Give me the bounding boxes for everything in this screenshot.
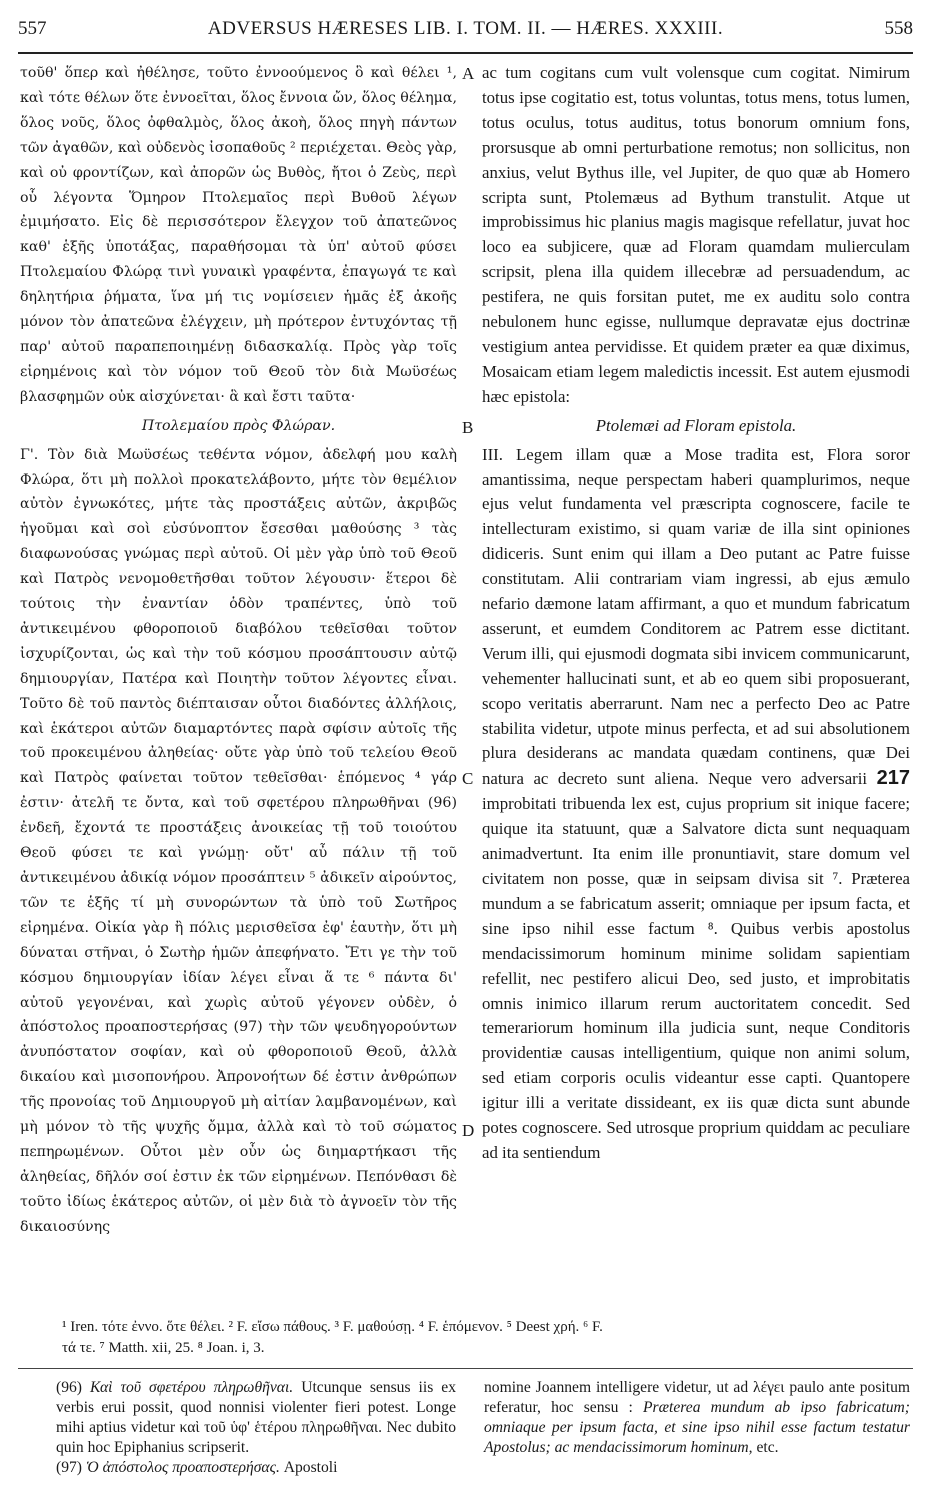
note-italic-text: Præterea mundum ab ipso fabricatum; omniaque per ipsum facta, et sine ipso nihil esse factum testatur Apostolus; ac mendacissimorum hominum, [484, 1399, 910, 1456]
note-text-end: etc. [756, 1439, 779, 1456]
latin-paragraph-2 [482, 443, 910, 1166]
note-ref: (97) [56, 1459, 82, 1476]
running-title: ADVERSUS HÆRESES LIB. I. TOM. II. — HÆRES. XXXIII. [207, 18, 724, 39]
greek-paragraph-2: Γ'. Τὸν διὰ Μωϋσέως τεθέντα νόμον, ἀδελφή μου καλὴ Φλώρα, ὅτι μὴ πολλοὶ προκατελάβοντο, μήτε τὸν θεμέλιον αὐτὸν ἐγνωκότες, μήτε τὰς προστάξεις αὐτῶν, ἀκριβῶς ἡγοῦμαι καὶ σοὶ εὐσύνοπτον ἔσεσθαι μαθούσης ³ τὰς διαφωνούσας γνώμας περὶ αὐτοῦ. Οἱ μὲν γὰρ ὑπὸ τοῦ Θεοῦ καὶ Πατρὸς νενομοθετῆσθαι τοῦτον λέγουσιν· ἕτεροι δὲ τούτοις τὴν ἐναντίαν ὁδὸν τραπέντες, ὑπὸ τοῦ ἀντικειμένου φθοροποιοῦ διαβόλου τεθεῖσθαι τοῦτον ἰσχυρίζονται, ὡς καὶ τὴν τοῦ κόσμου προσάπτουσιν αὐτῷ δημιουργίαν, Πατέρα καὶ Ποιητὴν τοῦτον λέγοντες εἶναι. Τοῦτο δὲ τοῦ παντὸς διέπταισαν οὗτοι διαδόντες ἀλλήλοις, καὶ ἑκάτεροι αὐτῶν διαμαρτόντες παρὰ σφίσιν αὐτοῖς τῆς τοῦ προκειμένου ἀληθείας· οὔτε γὰρ ὑπὸ τοῦ τελείου Θεοῦ καὶ Πατρὸς φαίνεται τοῦτον τεθεῖσθαι· ἑπόμενος ⁴ γάρ ἐστιν· ἀτελῆ τε ὄντα, καὶ τοῦ σφετέρου πληρωθῆναι (96) ἐνδεῆ, ἔχοντά τε προστάξεις ἀνοικείας τῇ τοῦ τοιούτου Θεοῦ φύσει τε καὶ γνώμῃ· οὔτ' αὖ πάλιν τῇ τοῦ ἀντικειμένου ἀδικίᾳ νόμον προσάπτειν ⁵ ἀδικεῖν αἱρούντος, τῶν τε ἑξῆς τί μὴ συνορώντων τὰ ὑπὸ τοῦ Σωτῆρος εἰρημένα. Οἰκία γὰρ ἢ πόλις μερισθεῖσα ἐφ' ἑαυτὴν, ὅτι μὴ δύναται στῆναι, ὁ Σωτὴρ ἡμῶν ἀπεφήνατο. Ἔτι γε τὴν τοῦ κόσμου δημιουργίαν ἰδίαν λέγει εἶναι ἅ τε ⁶ πάντα δι' αὐτοῦ γεγονέναι, καὶ χωρὶς αὐτοῦ γέγονεν οὐδὲν, ὁ ἀπόστολος προαποστερήσας (97) τὴν τῶν ψευδηγορούντων ἀνυπόστατον σοφίαν, καὶ οὐ φθοροποιοῦ Θεοῦ, ἀλλὰ δικαίου καὶ μισοπονήρου. Ἀπρονοήτων δέ ἐστιν ἀνθρώπων τῆς προνοίας τοῦ Δημιουργοῦ μὴ αἰτίαν λαμβανομένων, καὶ μὴ μόνον τὸ τῆς ψυχῆς ὄμμα, ἀλλὰ καὶ τὸ τοῦ σώματος πεπηρωμένων. Οὗτοι μὲν οὖν ὡς διημαρτήκασι τῆς ἀληθείας, δῆλόν σοί ἐστιν ἐκ τῶν εἰρημένων. Πεπόνθασι δὲ τοῦτο ἰδίως ἑκάτερος αὐτῶν, οἱ μὲν διὰ τὸ ἀγνοεῖν τὸν τῆς δικαιοσύνης [20, 446, 457, 1235]
header-rule [18, 52, 913, 54]
latin-paragraph-2a: III. Legem illam quæ a Mose tradita est, Flora soror amantissima, neque perspectam haberi quamplurimos, neque ejus velut fundamenta vel præscripta cognoscere, facile te intellecturam existimo, si quam variæ de illa sint opiniones didiceris. Sunt enim qui illam a Deo putant ac Patre fuisse constitutam. Alii contrariam viam ingressi, ab ejus æmulo nefario dæmone latam affirmant, a quo et mundum fabricatum asserunt, et eumdem Conditorem ac Patrem esse dictitant. Verum illi, qui ejusmodi dogmata sibi invicem communicarunt, vehementer hallucinati sunt, et ab eo quem sibi proposuerant, scopo veritatis aberrarunt. Nam nec a perfecto Deo ac Patre stabilita videtur, utpote minus perfecta, et ad sui absolutionem plura desiderans ac mandata quædam continens, quæ Dei natura ac decreto sunt aliena. Neque vero adversarii [482, 444, 910, 789]
note-97-continued [484, 1378, 910, 1458]
greek-section-title: Πτολεμαίου πρὸς Φλώραν. [141, 417, 336, 434]
page-number-right: 558 [884, 18, 913, 39]
latin-paragraph-2b: improbitati tribuenda lex est, cujus proprium sit inique facere; quique ita statuunt, quæ a Salvatore dicta sunt nequaquam animadvertunt. Ita enim ille pronuntiavit, stare domum vel civitatem non posse, quæ in seipsam divisa sit ⁷. Præterea mundum a se fabricatum asserit; omniaque per ipsum facta, et sine ipso nihil esse factum ⁸. Quibus verbis apostolus mendacissimorum hominum minime solidam sapientiam refellit, nec pestifero alicui Deo, sed justo, et improbitatis omnis inimico illarum rerum auctoritatem concedit. Sed temerariorum hominum illa judicia sunt, neque Conditoris providentiæ causas intelligentium, quique non animi solum, sed etiam corporis oculis videantur esse capti. Quantopere igitur illi a veritate dissideant, ex iis quæ dicta sunt abunde potes cognoscere. Sed utrosque proprium quiddam ac peculiare ad ita sentiendum [482, 794, 910, 1162]
editor-notes-left [56, 1378, 456, 1478]
note-96 [56, 1378, 456, 1458]
note-text: nomine Joannem intelligere videtur, ut ad λέγει paulo ante positum referatur, hoc sensu : [484, 1379, 910, 1416]
note-text: Apostoli [283, 1459, 338, 1476]
note-ref: (96) [56, 1379, 82, 1396]
note-lemma: Ὁ ἀπόστολος προαποστερήσας. [85, 1459, 280, 1476]
greek-paragraph-1: τοῦθ' ὅπερ καὶ ἠθέλησε, τοῦτο ἐννοούμενος ὃ καὶ θέλει ¹, καὶ τότε θέλων ὅτε ἐννοεῖται, ὅλος ἔννοια ὤν, ὅλος θέλημα, ὅλος νοῦς, ὅλος ὀφθαλμὸς, ὅλος ἀκοὴ, ὅλος πηγὴ πάντων τῶν ἀγαθῶν, καὶ οὐδενὸς ἰσοπαθοῦς ² περιέχεται. Θεὸς γὰρ, καὶ οὐ φροντίζων, καὶ ἀπορῶν ὡς Βυθὸς, ἤτοι ὁ Ζεὺς, περὶ οὗ λέγοντα Ὅμηρον Πτολεμαῖος περὶ Βυθοῦ λέγων ἐμιμήσατο. Εἰς δὲ περισσότερον ἔλεγχον τοῦ ἀπατεῶνος καθ' ἑξῆς ὑποτάξας, παραθήσομαι τὰ ὑπ' αὐτοῦ φύσει Πτολεμαίου Φλώρᾳ τινὶ γυναικὶ γραφέντα, ἐπαγωγά τε καὶ δηλητήρια ῥήματα, ἵνα μή τις νομίσειεν ἡμᾶς ἐξ ἀκοῆς μόνον τὸν ἀπατεῶνα ἐλέγχειν, μὴ πρότερον ἐντυχόντας τῇ παρ' αὐτοῦ παραπεποιημένῃ διδασκαλίᾳ. Πρὸς γὰρ τοῖς εἰρημένοις καὶ τὸν νόμον τοῦ Θεοῦ τὸν διὰ Μωϋσέως βλασφημῶν οὐκ αἰσχύνεται· ἃ καὶ ἔστι ταῦτα· [20, 65, 457, 405]
margin-marker-b: B [462, 418, 474, 437]
greek-column [20, 61, 457, 1240]
note-97 [56, 1458, 456, 1478]
footnote-line-1: ¹ Iren. τότε ἐννο. ὅτε θέλει. ² F. εἴσω πάθους. ³ F. μαθούσῃ. ⁴ F. ἑπόμενον. ⁵ Deest χρή. ⁶ F. [62, 1319, 603, 1335]
latin-paragraph-1: ac tum cogitans cum vult volensque cum cogitat. Nimirum totus ipse cogitatio est, totus voluntas, totus mens, totus lumen, totus oculus, totus auditus, totus bonorum omnium fons, prorsusque ab omni perturbatione remotus; non sollicitus, non anxius, velut Bythus ille, vel Jupiter, de quo quæ ab Homero scripta sunt, Ptolemæus ad Bythum transtulit. Atque ut improbissimus hic planius magis magisque refellatur, juvat hoc loco ea subjicere, quæ ad Floram quamdam mulierculam scripsit, plena illa quidem illecebræ ad persuadendum, ac pestifera, ne quis forsitan putet, me ex auditu solo contra nebulonem hunc egisse, nullumque depravatæ ejus doctrinæ vestigium antea pervidisse. Et quidem præter ea quæ diximus, Mosaicam etiam legem maledictis incessit. Est autem ejusmodi hæc epistola: [482, 63, 910, 406]
note-text: Utcunque sensus iis ex verbis erui possit, quod nonnisi violenter fieri potest. Longe mihi aptius videtur καὶ τοῦ ὑφ' ἑτέρου πληρωθῆναι. Nec dubito quin hoc Epiphanius scripserit. [56, 1379, 457, 1456]
margin-marker-c: C [462, 769, 474, 788]
latin-section-title: Ptolemæi ad Floram epistola. [595, 415, 797, 435]
editor-notes-right [484, 1378, 910, 1458]
page-number-left: 557 [18, 18, 47, 39]
footnote-separator [18, 1368, 913, 1369]
column-number: 217 [876, 767, 910, 790]
footnote-line-2: τά τε. ⁷ Matth. xii, 25. ⁸ Joan. i, 3. [62, 1340, 265, 1356]
latin-column [482, 61, 910, 1166]
margin-marker-d: D [462, 1121, 475, 1140]
margin-marker-a: A [462, 64, 475, 83]
running-header [18, 18, 913, 48]
footnotes [62, 1317, 913, 1359]
note-lemma: Καὶ τοῦ σφετέρου πληρωθῆναι. [90, 1379, 294, 1396]
